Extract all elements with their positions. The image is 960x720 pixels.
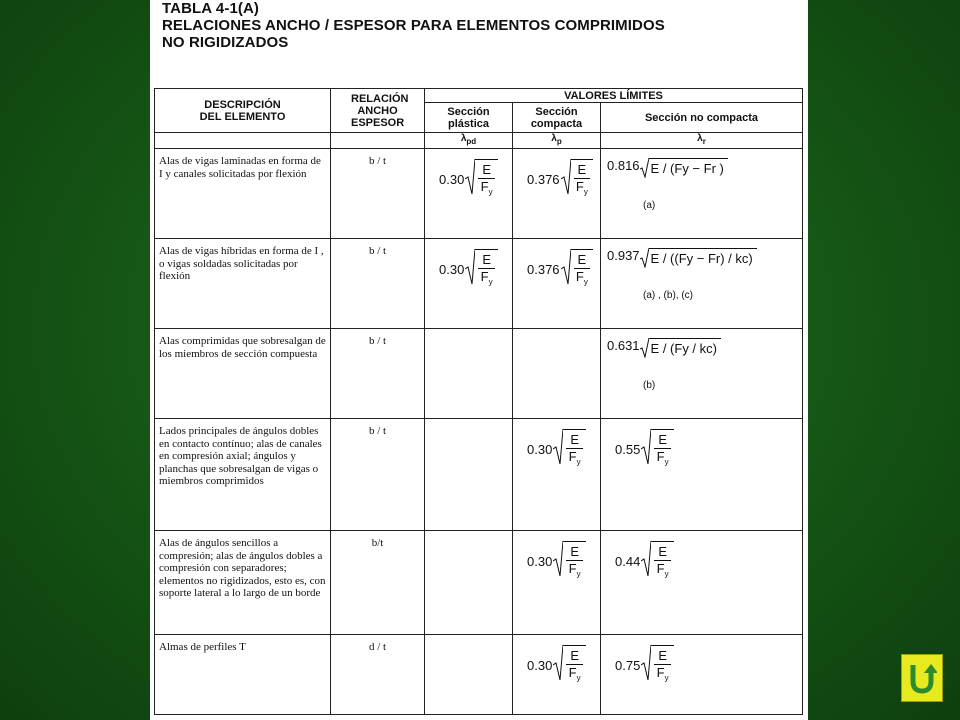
coefficient: 0.30 (439, 172, 465, 187)
compact-formula (513, 239, 600, 291)
noncompact-formula (601, 239, 802, 301)
radical (553, 541, 586, 583)
coefficient: 0.937 (607, 248, 640, 263)
fraction-denominator: $F_y$ (480, 269, 493, 287)
noncompact-formula (601, 531, 802, 583)
noncompact-cell (601, 239, 803, 329)
header-description: DESCRIPCIÓN DEL ELEMENTO (155, 89, 331, 133)
fraction-numerator: E (478, 252, 495, 269)
fraction-numerator: E (566, 648, 583, 665)
radical (561, 249, 594, 291)
ratio-cell: b / t (331, 239, 425, 329)
plastic-formula (425, 149, 512, 201)
header-ratio: RELACIÓN ANCHO ESPESOR (331, 89, 425, 133)
fraction-numerator: E (654, 432, 671, 449)
plastic-formula (425, 239, 512, 291)
radical (641, 541, 674, 583)
fraction-denominator: $F_y$ (656, 449, 669, 467)
compact-formula (513, 149, 600, 201)
element-description: Lados principales de ángulos dobles en contacto contínuo; alas de canales en compresión axial; ángulos y planchas que sobresalgan de vigas o miembros comprimidos (155, 419, 331, 531)
fraction-denominator: $F_y$ (568, 665, 581, 683)
table-row (155, 239, 803, 329)
header-limits: VALORES LÍMITES (425, 89, 803, 103)
table-row (155, 635, 803, 715)
compact-formula (513, 531, 600, 583)
plastic-cell (425, 635, 513, 715)
note: (a) (643, 200, 656, 211)
expression: E / (Fy / kc) (649, 338, 721, 356)
fraction-numerator: E (654, 544, 671, 561)
plastic-cell (425, 149, 513, 239)
compact-cell (513, 419, 601, 531)
fraction-denominator: $F_y$ (480, 179, 493, 197)
table-row (155, 329, 803, 419)
compact-cell (513, 239, 601, 329)
compact-formula (513, 635, 600, 687)
note: (a) , (b), (c) (643, 290, 693, 301)
coefficient: 0.44 (615, 554, 641, 569)
element-description: Alas de vigas híbridas en forma de I , o vigas soldadas solicitadas por flexión (155, 239, 331, 329)
compact-cell (513, 329, 601, 419)
title-line-2: RELACIONES ANCHO / ESPESOR PARA ELEMENTOS COMPRIMIDOS (162, 17, 665, 34)
limits-table (154, 88, 803, 715)
compact-formula (513, 419, 600, 471)
u-turn-arrow-icon (907, 661, 937, 695)
header-compact: Sección compacta (513, 103, 601, 133)
back-button[interactable] (901, 654, 943, 702)
radical (641, 429, 674, 471)
radical (553, 429, 586, 471)
radical (465, 249, 498, 291)
fraction-numerator: E (574, 252, 591, 269)
table-row (155, 149, 803, 239)
plastic-cell (425, 419, 513, 531)
element-description: Alas comprimidas que sobresalgan de los miembros de sección compuesta (155, 329, 331, 419)
header-plastic: Sección plástica (425, 103, 513, 133)
coefficient: 0.30 (527, 658, 553, 673)
ratio-cell: b / t (331, 149, 425, 239)
symbol-noncompact: $\lambda_r$ (601, 133, 803, 149)
fraction-numerator: E (574, 162, 591, 179)
coefficient: 0.816 (607, 158, 640, 173)
ratio-cell: b / t (331, 329, 425, 419)
fraction-denominator: $F_y$ (568, 449, 581, 467)
fraction-denominator: $F_y$ (568, 561, 581, 579)
coefficient: 0.631 (607, 338, 640, 353)
compact-cell (513, 635, 601, 715)
ratio-cell: b/t (331, 531, 425, 635)
fraction-denominator: $F_y$ (575, 269, 588, 287)
coefficient: 0.376 (527, 172, 560, 187)
coefficient: 0.30 (527, 554, 553, 569)
noncompact-cell (601, 635, 803, 715)
element-description: Alas de ángulos sencillos a compresión; alas de ángulos dobles a compresión con separadores; elementos no rigidizados, esto es, con soporte lateral a lo largo de un borde (155, 531, 331, 635)
fraction-numerator: E (654, 648, 671, 665)
coefficient: 0.75 (615, 658, 641, 673)
coefficient: 0.376 (527, 262, 560, 277)
fraction-numerator: E (566, 544, 583, 561)
fraction-numerator: E (566, 432, 583, 449)
coefficient: 0.30 (527, 442, 553, 457)
element-description: Almas de perfiles T (155, 635, 331, 715)
expression: E / (Fy − Fr ) (649, 158, 728, 176)
compact-cell (513, 531, 601, 635)
radical (561, 159, 594, 201)
fraction-denominator: $F_y$ (656, 561, 669, 579)
radical (641, 645, 674, 687)
header-noncompact: Sección no compacta (601, 103, 803, 133)
table-title (162, 0, 665, 51)
plastic-cell (425, 329, 513, 419)
noncompact-formula (601, 635, 802, 687)
compact-cell (513, 149, 601, 239)
symbol-plastic: $\lambda_{pd}$ (425, 133, 513, 149)
title-line-1: TABLA 4-1(A) (162, 0, 260, 17)
fraction-numerator: E (478, 162, 495, 179)
coefficient: 0.55 (615, 442, 641, 457)
radical (553, 645, 586, 687)
plastic-cell (425, 531, 513, 635)
table-row (155, 419, 803, 531)
plastic-cell (425, 239, 513, 329)
noncompact-cell (601, 531, 803, 635)
noncompact-formula (601, 149, 802, 211)
ratio-cell: d / t (331, 635, 425, 715)
coefficient: 0.30 (439, 262, 465, 277)
symbol-compact: $\lambda_p$ (513, 133, 601, 149)
ratio-cell: b / t (331, 419, 425, 531)
noncompact-cell (601, 149, 803, 239)
noncompact-formula (601, 329, 802, 391)
noncompact-formula (601, 419, 802, 471)
table-row (155, 531, 803, 635)
expression: E / ((Fy − Fr) / kc) (649, 248, 757, 266)
document-page (150, 0, 808, 720)
title-line-3: NO RIGIDIZADOS (162, 34, 289, 51)
fraction-denominator: $F_y$ (575, 179, 588, 197)
fraction-denominator: $F_y$ (656, 665, 669, 683)
note: (b) (643, 380, 656, 391)
radical (465, 159, 498, 201)
noncompact-cell (601, 419, 803, 531)
noncompact-cell (601, 329, 803, 419)
element-description: Alas de vigas laminadas en forma de I y canales solicitadas por flexión (155, 149, 331, 239)
